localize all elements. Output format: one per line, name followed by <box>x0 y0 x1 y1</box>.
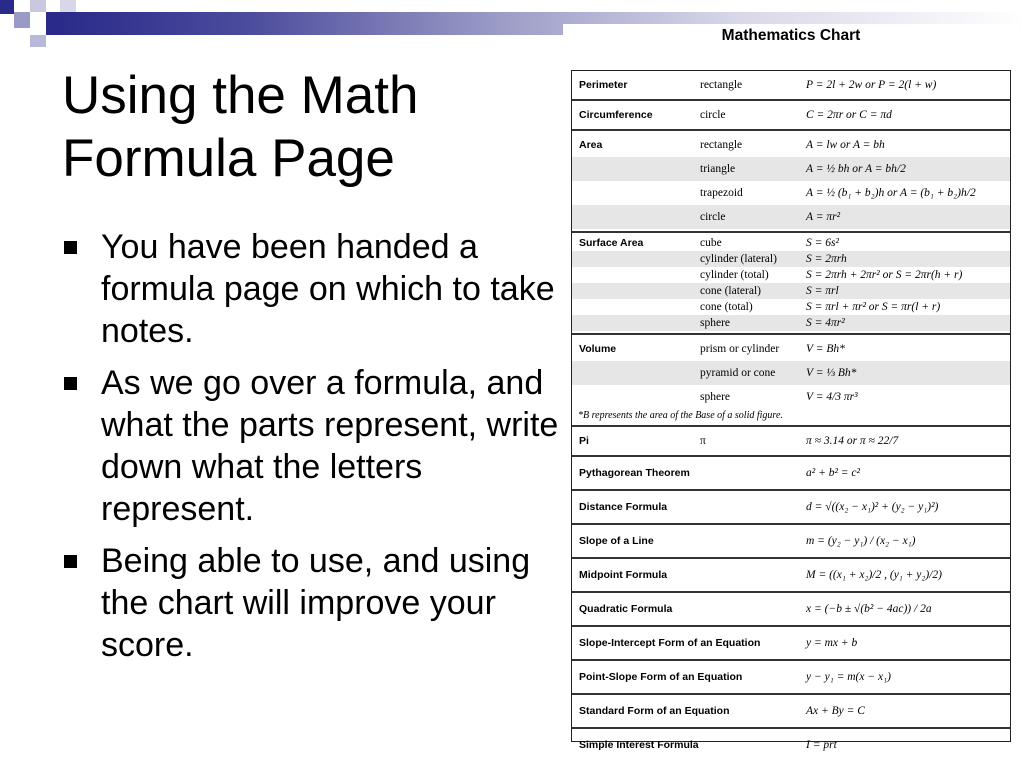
bullet-list <box>62 226 562 676</box>
bullet-item <box>62 540 562 666</box>
row-label: Standard Form of an Equation <box>579 705 730 717</box>
chart-row <box>572 561 1010 589</box>
row-shape: cube <box>700 237 722 249</box>
bullet-text: You have been handed a formula page on which to take notes. <box>101 228 555 350</box>
row-shape: pyramid or cone <box>700 367 776 379</box>
row-label: Volume <box>579 343 617 355</box>
row-formula: Ax + By = C <box>806 705 865 717</box>
row-formula: π ≈ 3.14 or π ≈ 22/7 <box>806 435 899 447</box>
row-formula: d = √((x₂ − x₁)² + (y₂ − y₁)²) <box>806 501 939 513</box>
chart-group <box>572 233 1010 335</box>
square-bullet-icon <box>64 241 77 254</box>
chart-group <box>572 457 1010 491</box>
decor-square <box>46 12 60 35</box>
chart-row <box>572 103 1010 127</box>
row-label: Point-Slope Form of an Equation <box>579 671 743 683</box>
row-formula: a² + b² = c² <box>806 467 860 479</box>
row-label: Surface Area <box>579 237 644 249</box>
row-label: Circumference <box>579 109 653 121</box>
row-formula: A = πr² <box>806 211 841 223</box>
chart-group <box>572 729 1010 761</box>
row-formula: M = ((x₁ + x₂)/2 , (y₁ + y₂)/2) <box>806 569 943 581</box>
chart-row <box>572 133 1010 157</box>
row-shape: π <box>700 435 706 447</box>
row-shape: circle <box>700 211 726 223</box>
bullet-text: Being able to use, and using the chart will improve your score. <box>101 542 531 664</box>
row-label: Area <box>579 139 603 151</box>
decor-square <box>30 0 46 12</box>
square-bullet-icon <box>64 377 77 390</box>
row-label: Pi <box>579 435 589 447</box>
chart-table <box>571 70 1011 751</box>
chart-footnote: *B represents the area of the Base of a solid figure. <box>578 410 783 421</box>
row-label: Distance Formula <box>579 501 668 513</box>
row-formula: A = lw or A = bh <box>806 139 885 151</box>
row-formula: V = Bh* <box>806 343 845 355</box>
row-formula: A = ½ bh or A = bh/2 <box>806 163 906 175</box>
square-bullet-icon <box>64 555 77 568</box>
chart-group <box>572 491 1010 525</box>
row-label: Pythagorean Theorem <box>579 467 690 479</box>
decor-square <box>60 0 76 12</box>
chart-group <box>572 695 1010 729</box>
chart-title: Mathematics Chart <box>721 27 861 44</box>
row-formula: I = prt <box>806 739 837 751</box>
slide-title <box>62 64 542 190</box>
row-shape: cylinder (total) <box>700 269 769 281</box>
chart-row <box>572 205 1010 229</box>
chart-row <box>572 251 1010 267</box>
chart-row <box>572 527 1010 555</box>
decor-square <box>14 12 30 28</box>
row-shape: circle <box>700 109 726 121</box>
row-formula: S = πrl + πr² or S = πr(l + r) <box>806 301 941 313</box>
row-formula: S = 6s² <box>806 237 839 249</box>
bullet-text: As we go over a formula, and what the parts represent, write down what the letters represent. <box>101 364 559 528</box>
row-label: Midpoint Formula <box>579 569 668 581</box>
chart-group <box>572 593 1010 627</box>
row-formula: C = 2πr or C = πd <box>806 109 892 121</box>
chart-row <box>572 731 1010 759</box>
row-formula: x = (−b ± √(b² − 4ac)) / 2a <box>806 603 932 615</box>
chart-row <box>572 663 1010 691</box>
row-formula: S = 4πr² <box>806 317 845 329</box>
decor-square <box>30 35 46 47</box>
chart-group <box>572 71 1010 101</box>
chart-row <box>572 459 1010 487</box>
row-label: Slope of a Line <box>579 535 654 547</box>
row-formula: V = ⅓ Bh* <box>806 367 857 379</box>
row-shape: sphere <box>700 317 731 329</box>
row-label: Perimeter <box>579 79 628 91</box>
slide-title-line: Using the Math <box>62 66 419 125</box>
chart-group <box>572 131 1010 233</box>
chart-row <box>572 315 1010 331</box>
row-formula: y − y₁ = m(x − x₁) <box>806 671 891 683</box>
chart-row <box>572 595 1010 623</box>
chart-row <box>572 267 1010 283</box>
chart-row <box>572 429 1010 453</box>
chart-row <box>572 283 1010 299</box>
row-shape: triangle <box>700 163 736 175</box>
row-label: Quadratic Formula <box>579 603 673 615</box>
row-shape: rectangle <box>700 79 743 91</box>
chart-row <box>572 73 1010 97</box>
row-shape: trapezoid <box>700 187 743 199</box>
row-shape: rectangle <box>700 139 743 151</box>
chart-row <box>572 235 1010 251</box>
chart-row <box>572 697 1010 725</box>
row-label: Slope-Intercept Form of an Equation <box>579 637 761 649</box>
row-shape: prism or cylinder <box>700 343 780 355</box>
mathematics-chart <box>563 24 1019 751</box>
chart-group <box>572 335 1010 427</box>
chart-row <box>572 157 1010 181</box>
chart-group <box>572 101 1010 131</box>
chart-row <box>572 299 1010 315</box>
bullet-item <box>62 362 562 530</box>
row-label: Simple Interest Formula <box>579 739 699 751</box>
row-formula: S = 2πrh <box>806 253 847 265</box>
chart-row <box>572 629 1010 657</box>
decor-square <box>0 0 14 14</box>
row-formula: y = mx + b <box>806 637 858 649</box>
row-shape: sphere <box>700 391 731 403</box>
row-shape: cone (total) <box>700 301 753 313</box>
chart-row <box>572 337 1010 361</box>
row-shape: cylinder (lateral) <box>700 253 777 265</box>
chart-group <box>572 627 1010 661</box>
row-formula: P = 2l + 2w or P = 2(l + w) <box>806 79 937 91</box>
row-formula: S = πrl <box>806 285 839 297</box>
bullet-item <box>62 226 562 352</box>
row-shape: cone (lateral) <box>700 285 761 297</box>
chart-row <box>572 493 1010 521</box>
chart-row <box>572 181 1010 205</box>
slide-title-line: Formula Page <box>62 129 395 188</box>
row-formula: S = 2πrh + 2πr² or S = 2πr(h + r) <box>806 269 963 281</box>
chart-row <box>572 385 1010 409</box>
chart-row <box>572 361 1010 385</box>
chart-group <box>572 559 1010 593</box>
chart-group <box>572 525 1010 559</box>
chart-group <box>572 661 1010 695</box>
row-formula: A = ½ (b₁ + b₂)h or A = (b₁ + b₂)h/2 <box>806 187 976 199</box>
row-formula: m = (y₂ − y₁) / (x₂ − x₁) <box>806 535 916 547</box>
chart-group <box>572 427 1010 457</box>
row-formula: V = 4/3 πr³ <box>806 391 858 403</box>
